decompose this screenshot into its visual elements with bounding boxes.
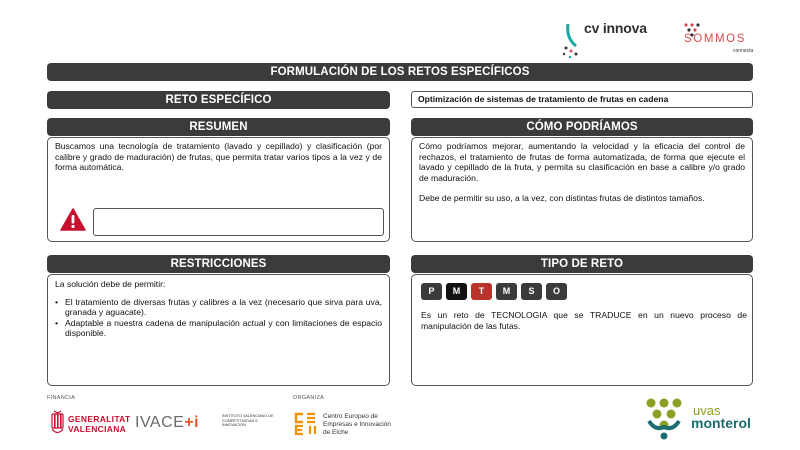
sommos-text: SOMMOS — [684, 33, 746, 45]
tipo-options — [421, 283, 567, 300]
tipo-option-o[interactable]: O — [546, 283, 567, 300]
grape-cluster-icon — [643, 397, 685, 441]
tipo-option-m1[interactable]: M — [446, 283, 467, 300]
resumen-text: Buscamos una tecnología de tratamiento (lavado y cepillado) y clasificación (por calibre y grado de maduración) de frutas, que permita tratar varios tipos a la vez y de forma automática. — [55, 141, 382, 173]
resumen-header: RESUMEN — [47, 118, 390, 136]
ivace-word: IVACE — [135, 414, 185, 431]
como-podriamos-header: CÓMO PODRÍAMOS — [411, 118, 753, 136]
como-paragraph-2: Debe de permitir su uso, a la vez, con distintas frutas de distintos tamaños. — [419, 193, 705, 204]
list-item: • Adaptable a nuestra cadena de manipulación actual y con limitaciones de espacio disponible. — [55, 318, 382, 339]
restricciones-box — [47, 274, 390, 386]
ivace-subtitle: INSTITUTO VALENCIANO DE COMPETITIVIDAD E INNOVACIÓN — [222, 414, 274, 428]
generalitat-text — [68, 414, 130, 434]
ceei-text — [323, 413, 391, 437]
como-podriamos-box — [411, 137, 753, 242]
organiza-label: ORGANIZA — [293, 395, 325, 401]
restricciones-header: RESTRICCIONES — [47, 255, 390, 273]
como-paragraph-1: Cómo podríamos mejorar, aumentando la velocidad y la eficacia del control de rechazos, el tratamiento de frutas de forma automatizada, de forma que ejecute el lavado y cepillado de la fruta, y permita su clasificación en base a calibre y/o grado de maduración. — [419, 141, 745, 183]
page-title: FORMULACIÓN DE LOS RETOS ESPECÍFICOS — [47, 63, 753, 81]
tipo-de-reto-header: TIPO DE RETO — [411, 255, 753, 273]
generalitat-shield-icon — [50, 410, 65, 436]
reto-especifico-header: RETO ESPECÍFICO — [47, 91, 390, 109]
reto-especifico-value[interactable]: Optimización de sistemas de tratamiento de frutas en cadena — [411, 91, 753, 108]
restricciones-intro: La solución debe de permitir: — [55, 279, 166, 289]
tipo-option-m2[interactable]: M — [496, 283, 517, 300]
monterol-text: monterol — [691, 415, 751, 431]
tipo-option-s[interactable]: S — [521, 283, 542, 300]
tipo-de-reto-text: Es un reto de TECNOLOGIA que se TRADUCE en un nuevo proceso de manipulación de las futas. — [421, 310, 747, 331]
uvas-text: uvas — [693, 403, 721, 418]
ceei-line-1: Centro Europeo de — [323, 413, 378, 420]
warning-icon — [60, 208, 86, 231]
ceei-line-3: de Elche — [323, 429, 349, 436]
ceei-line-2: Empresas e Innovación — [323, 421, 391, 428]
cv-innova-text: cv innova — [584, 20, 647, 36]
ivace-plus: +i — [184, 414, 200, 431]
list-item: • El tratamiento de diversas frutas y calibres a la vez (necesario que sirva para uva, granada y aguacate). — [55, 297, 382, 318]
tipo-option-p[interactable]: P — [421, 283, 442, 300]
sommos-subtitle: connecta — [733, 48, 754, 54]
restricciones-list — [55, 297, 382, 339]
generalitat-line-2: VALENCIANA — [68, 424, 127, 434]
ivace-text — [135, 414, 199, 432]
tipo-option-t[interactable]: T — [471, 283, 492, 300]
ceei-mark-icon — [293, 412, 319, 436]
financia-label: FINANCIA — [47, 395, 76, 401]
resumen-note-field[interactable] — [93, 208, 384, 236]
generalitat-line-1: GENERALITAT — [68, 414, 131, 424]
tipo-de-reto-box — [411, 274, 753, 386]
